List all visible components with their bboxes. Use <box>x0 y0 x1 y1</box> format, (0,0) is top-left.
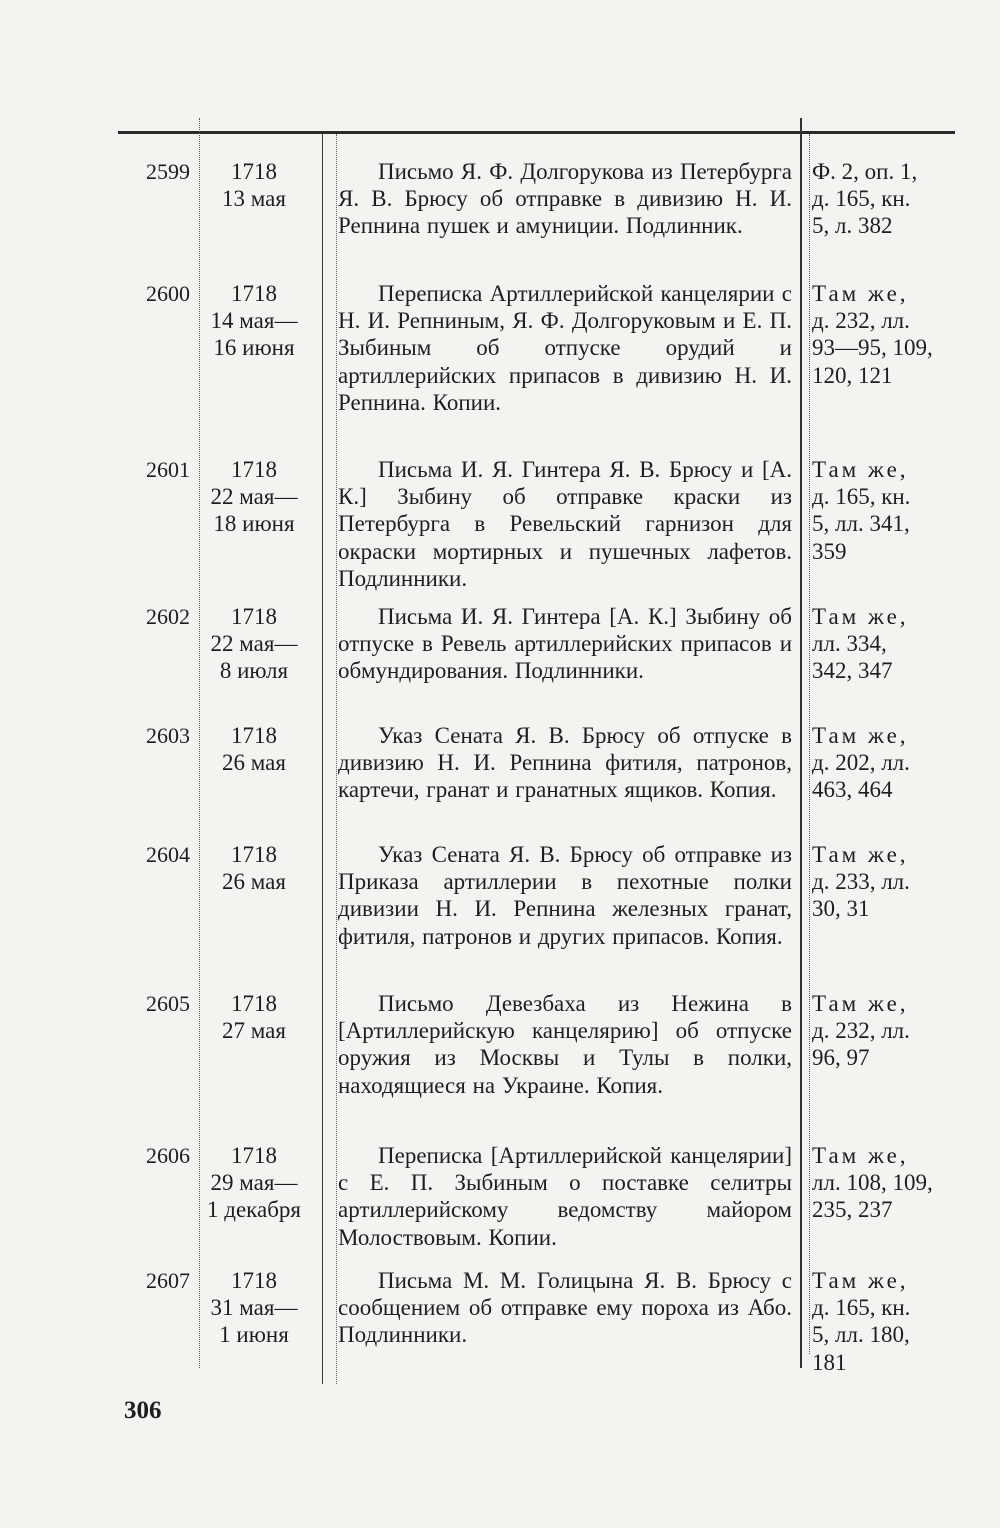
reference-head: Там же, <box>812 1268 909 1293</box>
reference-tail: д. 233, лл. 30, 31 <box>812 869 910 922</box>
entry-date: 1718 26 мая <box>222 723 286 776</box>
entry-reference <box>812 456 958 565</box>
reference-head: Там же, <box>812 991 909 1016</box>
entry-description-text: Письмо Я. Ф. Долгорукова из Петербурга Я. В. Брюсу об отправке в дивизию Н. И. Репнина пушек и амуниции. Подлинник. <box>338 159 792 239</box>
entry-description <box>338 158 792 240</box>
entry-description-text: Письма И. Я. Гинтера Я. В. Брюсу и [А. К.] Зыбину об отправке краски из Петербурга в Ревельский гарнизон для окраски мортирных и пушечных лафетов. Подлинники. <box>338 457 792 591</box>
reference-head: Там же, <box>812 457 909 482</box>
reference-head: Там же, <box>812 842 909 867</box>
entry-description-text: Письма И. Я. Гинтера [А. К.] Зыбину об отпуске в Ревель артиллерийских припасов и обмундирования. Подлинники. <box>338 604 792 684</box>
reference-tail: д. 165, кн. 5, лл. 180, 181 <box>812 1295 911 1375</box>
column-divider-5 <box>809 134 810 1354</box>
entry-date: 1718 26 мая <box>222 842 286 895</box>
entry-reference <box>812 280 958 389</box>
reference-head: Там же, <box>812 604 909 629</box>
entry-number: 2604 <box>146 842 190 867</box>
entry-description <box>338 603 792 685</box>
entry-date: 1718 22 мая— 18 июня <box>210 457 298 537</box>
entry-description <box>338 722 792 804</box>
column-divider-2 <box>322 134 323 1384</box>
entry-description <box>338 456 792 592</box>
entry-description <box>338 841 792 950</box>
reference-tail: лл. 334, 342, 347 <box>812 631 893 684</box>
entry-description-text: Указ Сената Я. В. Брюсу об отпуске в дивизию Н. И. Репнина фитиля, патронов, картечи, гранат и гранатных ящиков. Копия. <box>338 723 792 803</box>
entry-reference <box>812 1142 958 1224</box>
entry-reference <box>812 990 958 1072</box>
entry-description-text: Переписка [Артиллерийской канцелярии] с Е. П. Зыбиным о поставке селитры артиллерийскому ведомству майором Молоствовым. Копии. <box>338 1143 792 1250</box>
entry-reference <box>812 1267 958 1376</box>
entry-number: 2603 <box>146 723 190 748</box>
entry-number: 2601 <box>146 457 190 482</box>
entry-number: 2607 <box>146 1268 190 1293</box>
page-number: 306 <box>124 1397 162 1424</box>
entry-number: 2606 <box>146 1143 190 1168</box>
reference-tail: д. 232, лл. 96, 97 <box>812 1018 910 1071</box>
entry-date: 1718 27 мая <box>222 991 286 1044</box>
reference-tail: лл. 108, 109, 235, 237 <box>812 1170 933 1223</box>
entry-number: 2605 <box>146 991 190 1016</box>
column-divider-4 <box>800 118 802 1368</box>
reference-head: Там же, <box>812 1143 909 1168</box>
entry-reference <box>812 722 958 804</box>
entry-description <box>338 1142 792 1251</box>
entry-description <box>338 1267 792 1349</box>
entry-reference <box>812 603 958 685</box>
reference-head: Там же, <box>812 723 909 748</box>
entry-date: 1718 29 мая— 1 декабря <box>207 1143 301 1223</box>
reference-head: Там же, <box>812 281 909 306</box>
entry-number: 2602 <box>146 604 190 629</box>
entry-reference <box>812 158 958 240</box>
entry-number: 2600 <box>146 281 190 306</box>
entry-date: 1718 14 мая— 16 июня <box>210 281 298 361</box>
entry-description <box>338 990 792 1099</box>
entry-description-text: Переписка Артиллерийской канцелярии с Н. И. Репниным, Я. Ф. Долгоруковым и Е. П. Зыбиным об отпуске орудий и артиллерийских припасов в дивизию Н. И. Репнина. Копии. <box>338 281 792 415</box>
entry-date: 1718 22 мая— 8 июля <box>210 604 298 684</box>
entry-number: 2599 <box>146 159 190 184</box>
entry-date: 1718 31 мая— 1 июня <box>210 1268 298 1348</box>
reference-tail: д. 202, лл. 463, 464 <box>812 750 910 803</box>
entry-description <box>338 280 792 416</box>
column-divider-3 <box>336 134 337 1384</box>
reference-tail: д. 165, кн. 5, л. 382 <box>812 186 911 239</box>
entry-date: 1718 13 мая <box>222 159 286 212</box>
entry-description-text: Письма М. М. Голицына Я. В. Брюсу с сообщением об отправке ему пороха из Або. Подлинники. <box>338 1268 792 1348</box>
entry-reference <box>812 841 958 923</box>
top-rule <box>118 131 955 134</box>
entry-description-text: Указ Сената Я. В. Брюсу об отправке из Приказа артиллерии в пехотные полки дивизии Н. И. Репнина железных гранат, фитиля, патронов и других припасов. Копия. <box>338 842 792 949</box>
entry-description-text: Письмо Девезбаха из Нежина в [Артиллерийскую канцелярию] об отпуске оружия из Москвы и Тулы в полки, находящиеся на Украине. Копия. <box>338 991 792 1098</box>
reference-head: Ф. 2, оп. 1, <box>812 159 918 184</box>
reference-tail: д. 165, кн. 5, лл. 341, 359 <box>812 484 911 564</box>
reference-tail: д. 232, лл. 93—95, 109, 120, 121 <box>812 308 933 388</box>
